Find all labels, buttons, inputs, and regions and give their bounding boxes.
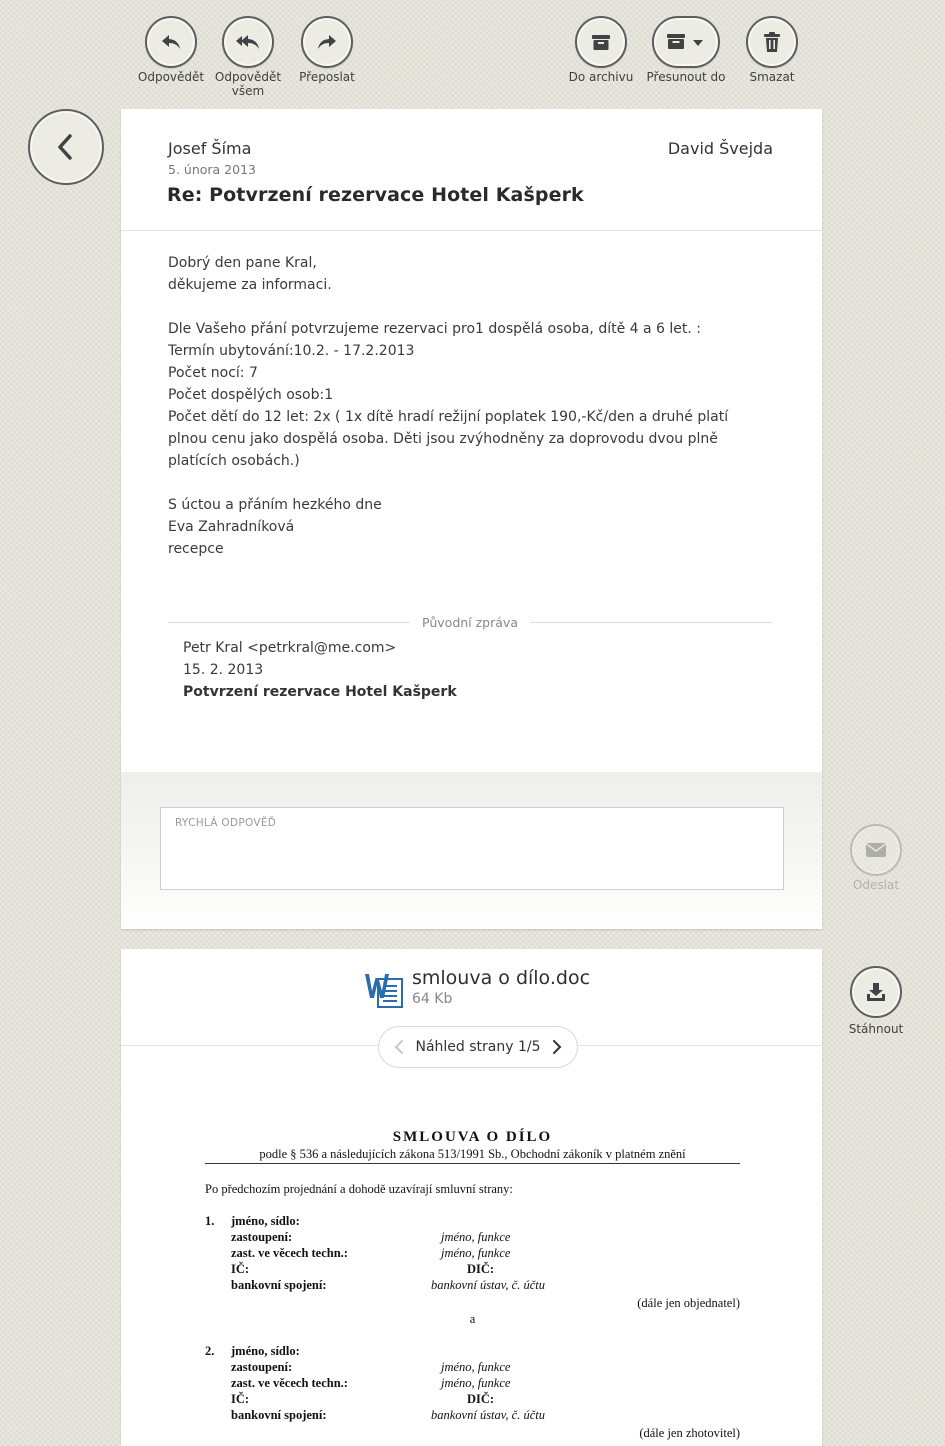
- word-document-icon: [364, 971, 406, 1009]
- forward-icon: [301, 16, 353, 68]
- attachment-size: 64 Kb: [412, 991, 453, 1007]
- party-rep-label: zastoupení:: [231, 1230, 293, 1244]
- party-role: (dále jen objednatel): [637, 1296, 740, 1310]
- party-bank-label: bankovní spojení:: [231, 1408, 327, 1422]
- party-rep-label: zastoupení:: [231, 1360, 293, 1374]
- quick-reply-area: [121, 772, 822, 929]
- party-ic-label: IČ:: [231, 1392, 250, 1406]
- attachment-header: [121, 949, 822, 1055]
- body-line: [168, 296, 768, 318]
- chevron-right-icon: [552, 1039, 562, 1055]
- body-line: Počet nocí: 7: [168, 365, 258, 381]
- send-button[interactable]: [850, 824, 902, 892]
- party-number: 1.: [205, 1214, 215, 1228]
- move-to-label: Přesunout do: [646, 70, 726, 84]
- body-line: Dobrý den pane Kral,: [168, 255, 317, 271]
- message-card: [121, 109, 822, 929]
- separator-line: [168, 622, 410, 623]
- delete-label: Smazat: [749, 70, 795, 84]
- body-line: Počet dospělých osob:1: [168, 387, 334, 403]
- page-preview-label: Náhled strany 1/5: [415, 1039, 541, 1055]
- prev-page-button[interactable]: [391, 1039, 407, 1055]
- body-line: Termín ubytování:10.2. - 17.2.2013: [168, 343, 415, 359]
- reply-all-icon: [222, 16, 274, 68]
- party-rep-value: jméno, funkce: [441, 1360, 511, 1374]
- back-button[interactable]: [28, 109, 104, 185]
- party-role: (dále jen zhotovitel): [639, 1426, 740, 1440]
- envelope-icon: [850, 824, 902, 876]
- document-and: a: [469, 1312, 476, 1326]
- chevron-left-icon: [394, 1039, 404, 1055]
- party-bank-value: bankovní ústav, č. účtu: [431, 1278, 545, 1292]
- party-name-label: jméno, sídlo:: [231, 1344, 300, 1358]
- party-bank-label: bankovní spojení:: [231, 1278, 327, 1292]
- party-tech-value: jméno, funkce: [441, 1376, 511, 1390]
- forward-button[interactable]: [282, 16, 372, 84]
- body-line: [168, 472, 768, 494]
- trash-icon: [746, 16, 798, 68]
- original-date: 15. 2. 2013: [183, 662, 264, 678]
- quick-reply-input[interactable]: [160, 807, 784, 890]
- quick-reply-placeholder: RYCHLÁ ODPOVĚĎ: [175, 817, 277, 829]
- message-body: [168, 252, 768, 560]
- archive-label: Do archivu: [568, 70, 634, 84]
- party-tech-label: zast. ve věcech techn.:: [231, 1376, 348, 1390]
- document-subtitle: podle § 536 a následujících zákona 513/1991 Sb., Obchodní zákoník v platném znění: [205, 1147, 740, 1164]
- body-line: Eva Zahradníková: [168, 519, 295, 535]
- body-line: S úctou a přáním hezkého dne: [168, 497, 382, 513]
- download-button[interactable]: [848, 966, 904, 1036]
- party-number: 2.: [205, 1344, 215, 1358]
- original-subject: Potvrzení rezervace Hotel Kašperk: [183, 684, 457, 700]
- document-intro: Po předchozím projednání a dohodě uzavírají smluvní strany:: [205, 1182, 513, 1196]
- body-line: Dle Vašeho přání potvrzujeme rezervaci pro1 dospělá osoba, dítě 4 a 6 let. :: [168, 321, 702, 337]
- body-line: recepce: [168, 541, 224, 557]
- reply-all-label-line1: Odpovědět: [214, 70, 282, 84]
- message-recipient[interactable]: David Švejda: [667, 139, 773, 158]
- reply-all-button[interactable]: [203, 16, 293, 98]
- chevron-left-icon: [54, 132, 78, 162]
- message-date: 5. února 2013: [168, 162, 256, 177]
- original-message-label: Původní zpráva: [422, 614, 518, 630]
- archive-button[interactable]: [556, 16, 646, 84]
- message-header: [121, 109, 822, 231]
- separator-line: [530, 622, 772, 623]
- party-bank-value: bankovní ústav, č. účtu: [431, 1408, 545, 1422]
- move-to-button[interactable]: [641, 16, 731, 84]
- contract-party: [205, 1343, 740, 1441]
- document-preview: [205, 1129, 740, 1441]
- party-tech-value: jméno, funkce: [441, 1246, 511, 1260]
- archive-box-icon: [575, 16, 627, 68]
- party-dic-label: DIČ:: [467, 1262, 495, 1276]
- attachment-card: [121, 949, 822, 1446]
- original-message-separator: [168, 612, 772, 632]
- contract-party: [205, 1213, 740, 1311]
- party-tech-label: zast. ve věcech techn.:: [231, 1246, 348, 1260]
- page-preview-pager: [378, 1026, 578, 1068]
- party-name-label: jméno, sídlo:: [231, 1214, 300, 1228]
- forward-label: Přeposlat: [299, 70, 355, 84]
- reply-icon: [145, 16, 197, 68]
- message-sender[interactable]: Josef Šíma: [168, 139, 252, 158]
- send-label: Odeslat: [852, 878, 900, 892]
- reply-label: Odpovědět: [137, 70, 205, 84]
- reply-all-label-line2: všem: [231, 84, 265, 98]
- download-label: Stáhnout: [848, 1022, 904, 1036]
- body-line: Počet dětí do 12 let: 2x ( 1x dítě hradí režijní poplatek 190,-Kč/den a druhé platí plnou cenu jako dospělá osoba. Děti jsou zvýhodněny za doprovodu dvou plně platících osobách.): [168, 409, 729, 469]
- body-line: děkujeme za informaci.: [168, 277, 332, 293]
- party-dic-label: DIČ:: [467, 1392, 495, 1406]
- party-rep-value: jméno, funkce: [441, 1230, 511, 1244]
- move-to-icon: [652, 16, 720, 68]
- original-sender: Petr Kral <petrkral@me.com>: [183, 640, 397, 656]
- reply-all-label: [215, 70, 281, 98]
- next-page-button[interactable]: [549, 1039, 565, 1055]
- attachment-filename[interactable]: smlouva o dílo.doc: [412, 967, 591, 989]
- download-tray-icon: [850, 966, 902, 1018]
- delete-button[interactable]: [727, 16, 817, 84]
- party-ic-label: IČ:: [231, 1262, 250, 1276]
- message-subject: Re: Potvrzení rezervace Hotel Kašperk: [167, 184, 584, 206]
- document-title: SMLOUVA O DÍLO: [392, 1129, 553, 1145]
